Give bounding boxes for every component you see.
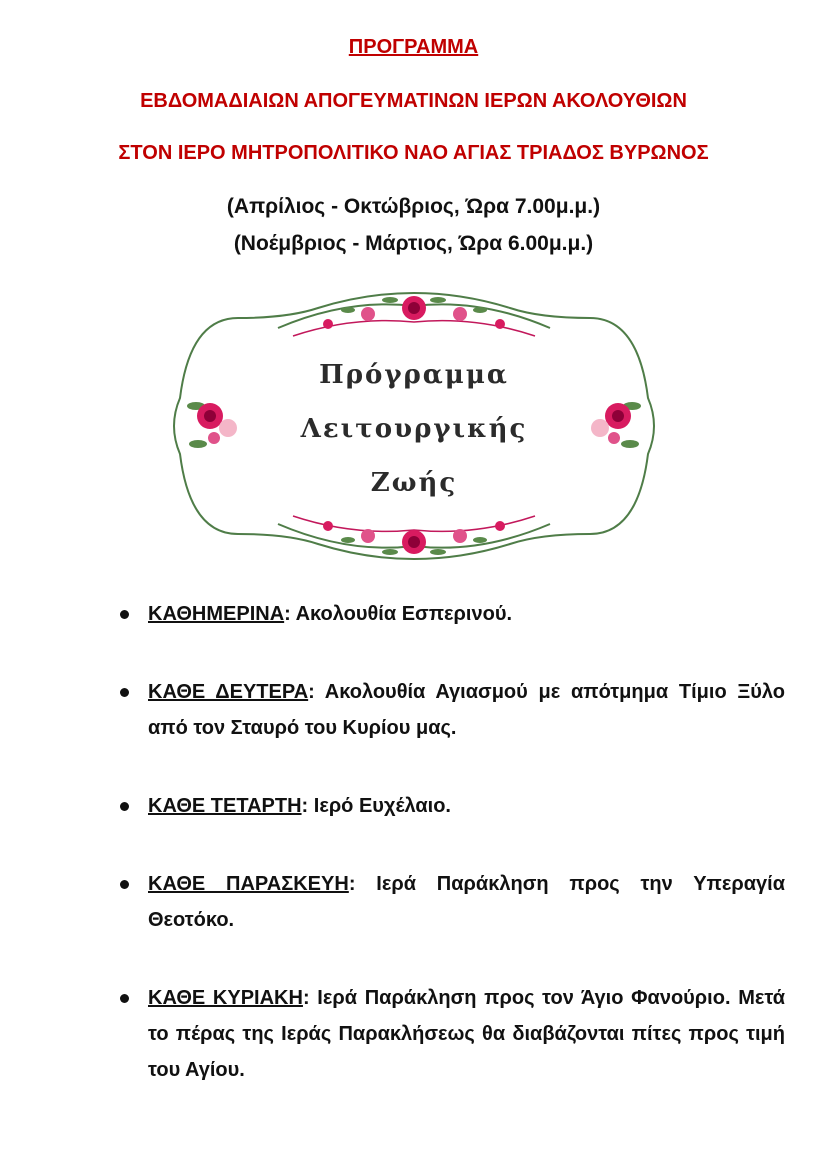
list-item bbox=[118, 866, 785, 938]
service-description: : Ακολουθία Αγιασμού με απότμημα Τίμιο Ξύλο από τον Σταυρό του Κυρίου μας. bbox=[148, 681, 785, 739]
document-subtitle: ΕΒΔΟΜΑΔΙΑΙΩΝ ΑΠΟΓΕΥΜΑΤΙΝΩΝ ΙΕΡΩΝ ΑΚΟΛΟΥΘΙΩΝ bbox=[140, 90, 687, 112]
service-description: : Ακολουθία Εσπερινού. bbox=[284, 603, 513, 625]
service-description: : Ιερό Ευχέλαιο. bbox=[301, 795, 451, 817]
bullet-icon bbox=[120, 880, 129, 889]
list-item bbox=[118, 674, 785, 746]
frame-line-3: Ζωής bbox=[370, 468, 458, 498]
bullet-icon bbox=[120, 610, 129, 619]
service-day: ΚΑΘΕ ΔΕΥΤΕΡΑ bbox=[148, 681, 309, 703]
bullet-icon bbox=[120, 802, 129, 811]
document-title: ΠΡΟΓΡΑΜΜΑ bbox=[348, 36, 479, 58]
service-day: ΚΑΘΕ ΚΥΡΙΑΚΗ bbox=[148, 987, 303, 1009]
services-list bbox=[118, 596, 785, 1130]
list-item bbox=[118, 980, 785, 1088]
service-day: ΚΑΘΗΜΕΡΙΝΑ bbox=[148, 603, 285, 625]
service-description: : Ιερά Παράκληση προς τον Άγιο Φανούριο. Μετά το πέρας της Ιεράς Παρακλήσεως θα διαβάζονται πίτες προς τιμή του Αγίου. bbox=[148, 987, 786, 1081]
decorative-frame bbox=[168, 278, 660, 574]
list-item bbox=[118, 788, 785, 824]
bottom-garland-icon bbox=[278, 516, 550, 555]
church-name: ΣΤΟΝ ΙΕΡΟ ΜΗΤΡΟΠΟΛΙΤΙΚΟ ΝΑΟ ΑΓΙΑΣ ΤΡΙΑΔΟΣ ΒΥΡΩΝΟΣ bbox=[118, 142, 709, 164]
top-garland-icon bbox=[278, 296, 550, 336]
frame-line-1: Πρόγραμμα bbox=[319, 360, 509, 390]
service-day: ΚΑΘΕ ΠΑΡΑΣΚΕΥΗ bbox=[148, 873, 349, 895]
summer-schedule-time: (Απρίλιος - Οκτώβριος, Ώρα 7.00μ.μ.) bbox=[226, 195, 601, 218]
list-item bbox=[118, 596, 785, 632]
service-day: ΚΑΘΕ ΤΕΤΑΡΤΗ bbox=[148, 795, 302, 817]
bullet-icon bbox=[120, 994, 129, 1003]
bullet-icon bbox=[120, 688, 129, 697]
service-description: : Ιερά Παράκληση προς την Υπεραγία Θεοτόκο. bbox=[148, 873, 786, 931]
frame-line-2: Λειτουργικής bbox=[300, 414, 528, 444]
winter-schedule-time: (Νοέμβριος - Μάρτιος, Ώρα 6.00μ.μ.) bbox=[233, 232, 594, 255]
